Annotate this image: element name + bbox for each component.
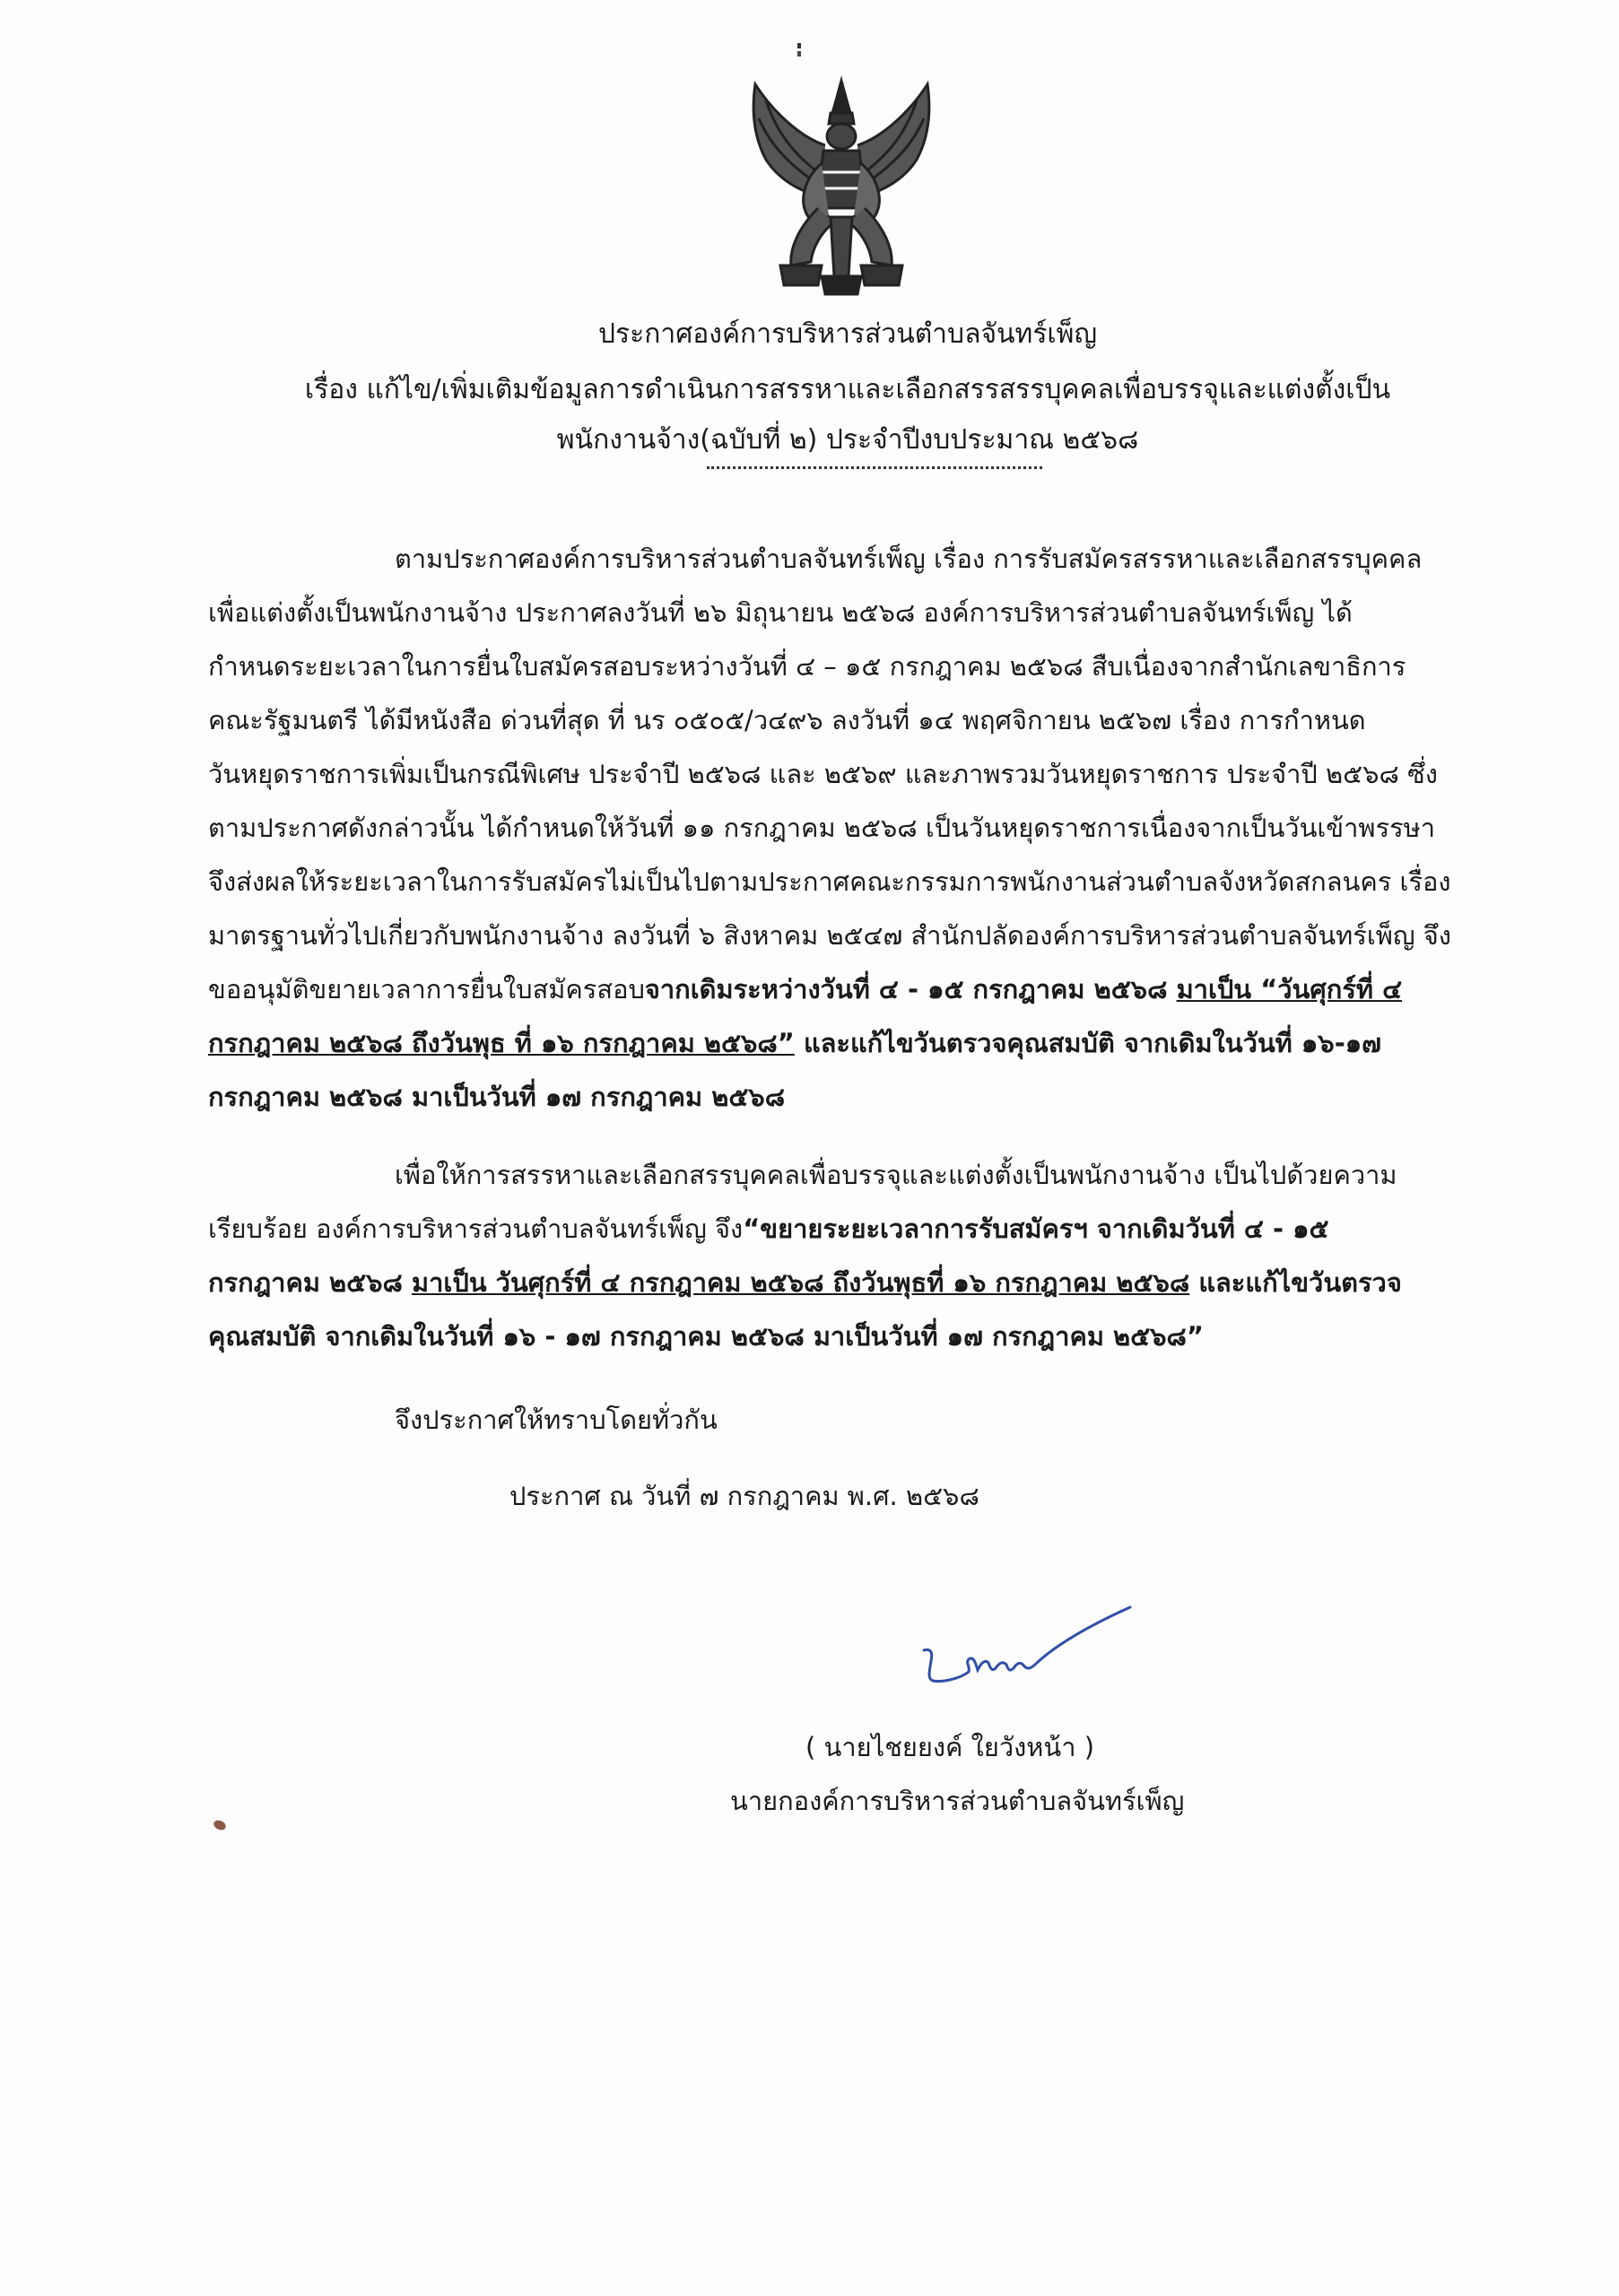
para1-line3: กำหนดระยะเวลาในการยื่นใบสมัครสอบระหว่างวันที่ ๔ – ๑๕ กรกฎาคม ๒๕๖๘ สืบเนื่องจากสำนักเลขาธิการ [208, 651, 1406, 682]
para2-line2-bold: “ขยายระยะเวลาการรับสมัครฯ จากเดิมวันที่ ๔ - ๑๕ [743, 1213, 1329, 1244]
para1-line8: มาตรฐานทั่วไปเกี่ยวกับพนักงานจ้าง ลงวันที่ ๖ สิงหาคม ๒๕๔๗ สำนักปลัดองค์การบริหารส่วนตำบลจันทร์เพ็ญ จึง [208, 920, 1451, 951]
para2-line4: คุณสมบัติ จากเดิมในวันที่ ๑๖ - ๑๗ กรกฎาคม ๒๕๖๘ มาเป็นวันที่ ๑๗ กรกฎาคม ๒๕๖๘” [208, 1321, 1204, 1352]
para2-line3-bold: กรกฎาคม ๒๕๖๘ [208, 1267, 413, 1298]
announcement-title: ประกาศองค์การบริหารส่วนตำบลจันทร์เพ็ญ [597, 318, 1098, 350]
para1-line7: จึงส่งผลให้ระยะเวลาในการรับสมัครไม่เป็นไปตามประกาศคณะกรรมการพนักงานส่วนตำบลจังหวัดสกลนคร เรื่อง [208, 866, 1451, 897]
para1-line5: วันหยุดราชการเพิ่มเป็นกรณีพิเศษ ประจำปี ๒๕๖๘ และ ๒๕๖๙ และภาพรวมวันหยุดราชการ ประจำปี ๒๕๖๘ ซึ่ง [208, 759, 1438, 789]
announcement-subject: เรื่อง แก้ไข/เพิ่มเติมข้อมูลการดำเนินการสรรหาและเลือกสรรสรรบุคคลเพื่อบรรจุและแต่งตั้งเป็น [304, 374, 1391, 405]
garuda-emblem-icon [736, 74, 947, 298]
para1-line9-bold: จากเดิมระหว่างวันที่ ๔ - ๑๕ กรกฎาคม ๒๕๖๘ [644, 974, 1177, 1004]
closing-statement: จึงประกาศให้ทราบโดยทั่วกัน [395, 1405, 718, 1435]
para1-line10-underlined: กรกฎาคม ๒๕๖๘ ถึงวันพุธ ที่ ๑๖ กรกฎาคม ๒๕๖๘” [208, 1028, 795, 1058]
signature-icon [906, 1596, 1139, 1695]
para2-line2 [208, 1211, 1328, 1247]
signer-name: ( นายไชยยงค์ ใยวังหน้า ) [805, 1732, 1095, 1762]
para2-line2-text: เรียบร้อย องค์การบริหารส่วนตำบลจันทร์เพ็ญ [208, 1213, 716, 1244]
para2-line3-tail: และแก้ไขวันตรวจ [1189, 1267, 1402, 1298]
para1-line1: ตามประกาศองค์การบริหารส่วนตำบลจันทร์เพ็ญ เรื่อง การรับสมัครสรรหาและเลือกสรรบุคคล [395, 544, 1423, 574]
para1-line10 [208, 1025, 1381, 1061]
para1-line2: เพื่อแต่งตั้งเป็นพนักงานจ้าง ประกาศลงวันที่ ๒๖ มิถุนายน ๒๕๖๘ องค์การบริหารส่วนตำบลจันทร์เพ็ญ ได้ [208, 597, 1353, 628]
para2-line3 [208, 1265, 1402, 1300]
divider [707, 466, 1042, 469]
para1-line11: กรกฎาคม ๒๕๖๘ มาเป็นวันที่ ๑๗ กรกฎาคม ๒๕๖๘ [208, 1082, 786, 1112]
para1-line6: ตามประกาศดังกล่าวนั้น ได้กำหนดให้วันที่ ๑๑ กรกฎาคม ๒๕๖๘ เป็นวันหยุดราชการเนื่องจากเป็นวันเข้าพรรษา [208, 813, 1436, 843]
para1-line10-bold: และแก้ไขวันตรวจคุณสมบัติ จากเดิมในวันที่ ๑๖-๑๗ [794, 1028, 1381, 1058]
signer-title: นายกองค์การบริหารส่วนตำบลจันทร์เพ็ญ [730, 1786, 1185, 1816]
para2-line2-jueng: จึง [715, 1213, 744, 1244]
para1-line9-text: ขออนุมัติขยายเวลาการยื่นใบสมัครสอบ [208, 974, 645, 1004]
paper-speck [213, 1819, 228, 1832]
announcement-date: ประกาศ ณ วันที่ ๗ กรกฎาคม พ.ศ. ๒๕๖๘ [509, 1481, 979, 1511]
announcement-subject-cont: พนักงานจ้าง(ฉบับที่ ๒) ประจำปีงบประมาณ ๒๕๖๘ [556, 424, 1139, 456]
para2-line1: เพื่อให้การสรรหาและเลือกสรรบุคคลเพื่อบรรจุและแต่งตั้งเป็นพนักงานจ้าง เป็นไปด้วยความ [395, 1160, 1397, 1190]
para1-line9 [208, 971, 1402, 1007]
para1-line4: คณะรัฐมนตรี ได้มีหนังสือ ด่วนที่สุด ที่ นร ๐๕๐๕/ว๔๙๖ ลงวันที่ ๑๔ พฤศจิกายน ๒๕๖๗ เรื่อง การกำหนด [208, 705, 1366, 735]
para1-line9-underlined: มาเป็น “วันศุกร์ที่ ๔ [1176, 974, 1403, 1004]
ink-mark-icon [795, 43, 804, 57]
para2-line3-underlined: มาเป็น วันศุกร์ที่ ๔ กรกฎาคม ๒๕๖๘ ถึงวันพุธที่ ๑๖ กรกฎาคม ๒๕๖๘ [412, 1267, 1190, 1298]
